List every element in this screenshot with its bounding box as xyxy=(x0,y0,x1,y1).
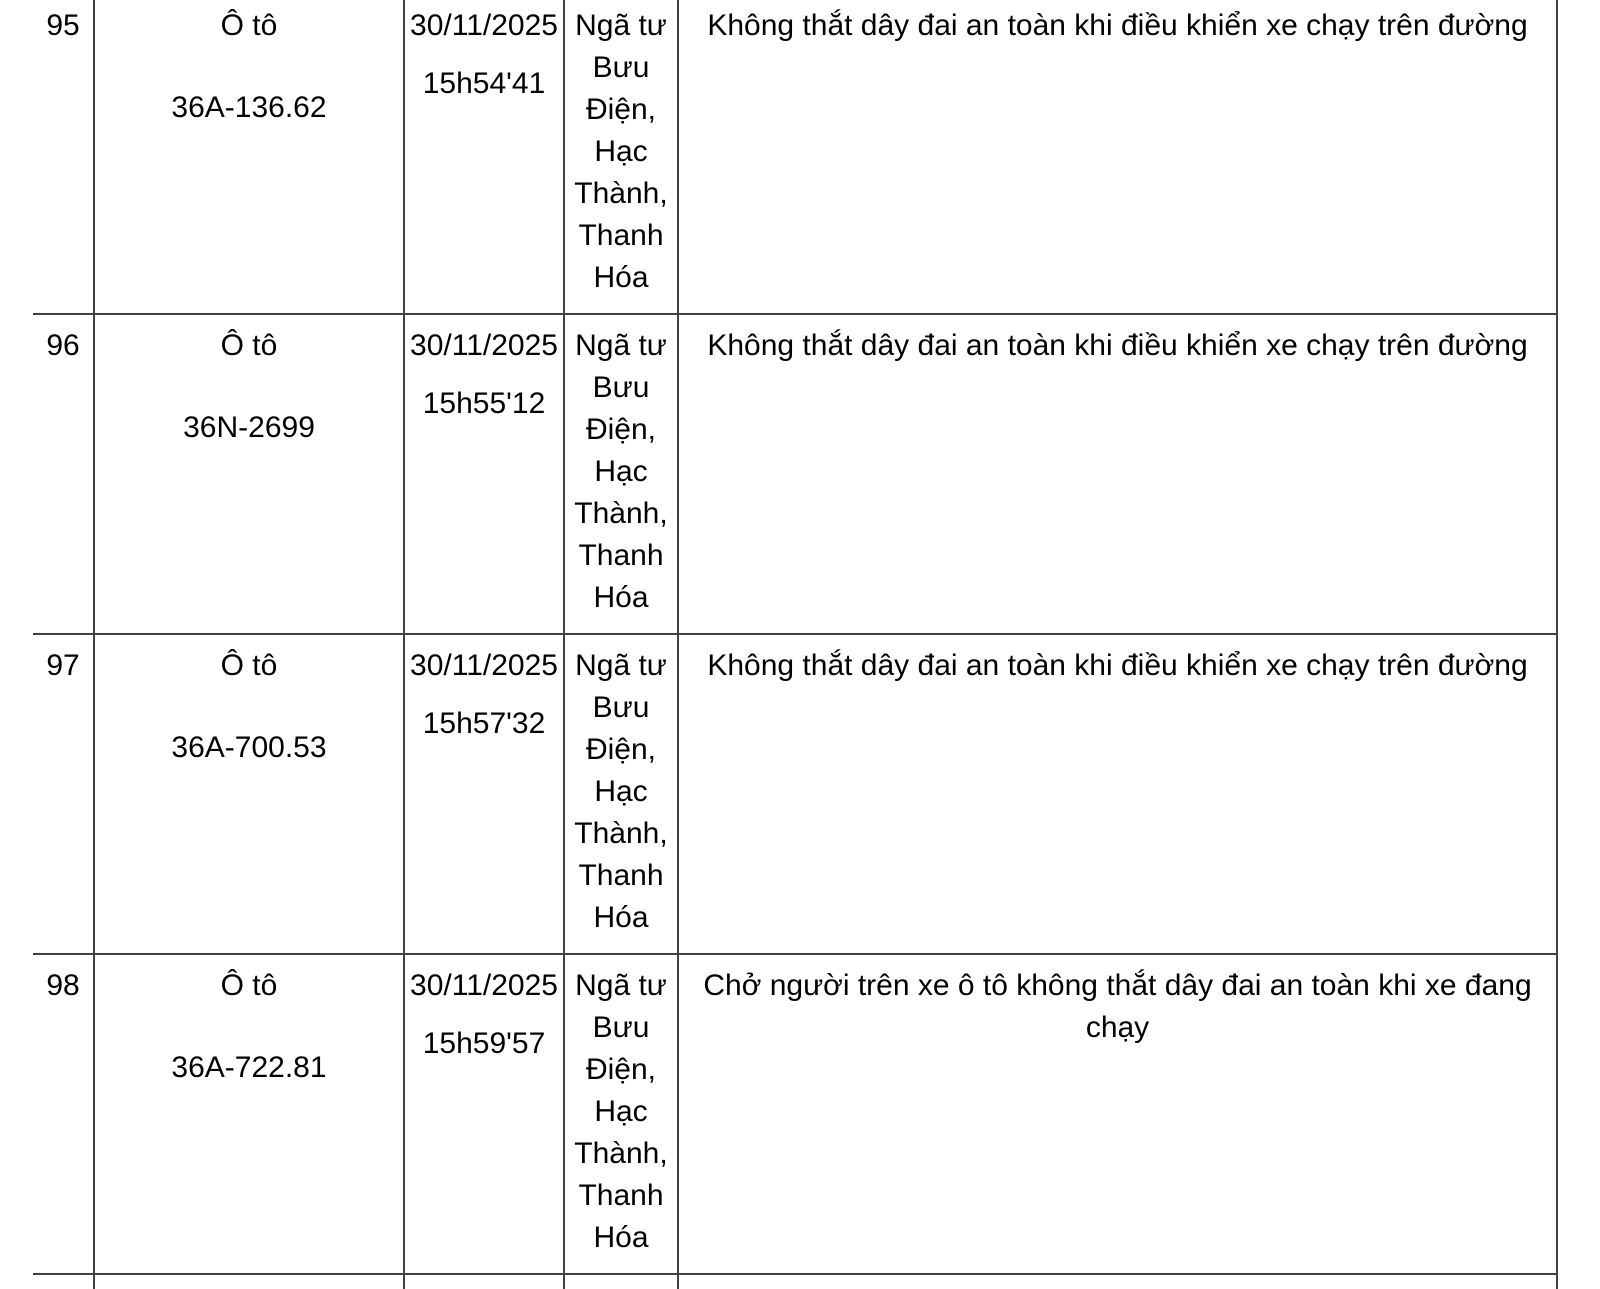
violation-date: 30/11/2025 xyxy=(410,329,558,362)
violation-text: Không thắt dây đai an toàn khi điều khiển xe chạy trên đường xyxy=(679,315,1558,635)
violation-text: Chở người trên xe ô tô không thắt dây đai an toàn khi xe đang chạy xyxy=(679,955,1558,1275)
cell-vehicle xyxy=(95,635,405,955)
vehicle-plate: 36A-700.53 xyxy=(171,731,327,764)
cell-datetime xyxy=(405,635,565,955)
vehicle-type: Ô tô xyxy=(220,649,278,682)
cell-vehicle xyxy=(95,0,405,315)
cell-empty xyxy=(405,1275,565,1289)
violation-time: 15h55'12 xyxy=(422,387,546,420)
row-number: 98 xyxy=(33,955,95,1275)
vehicle-type: Ô tô xyxy=(220,969,278,1002)
violation-table xyxy=(33,0,1558,1289)
row-number: 95 xyxy=(33,0,95,315)
cell-empty xyxy=(33,1275,95,1289)
vehicle-plate: 36N-2699 xyxy=(183,411,315,444)
violation-text: Không thắt dây đai an toàn khi điều khiển xe chạy trên đường xyxy=(679,635,1558,955)
violation-text: Không thắt dây đai an toàn khi điều khiển xe chạy trên đường xyxy=(679,0,1558,315)
row-number: 96 xyxy=(33,315,95,635)
vehicle-type: Ô tô xyxy=(220,9,278,42)
cell-empty xyxy=(95,1275,405,1289)
cell-vehicle xyxy=(95,955,405,1275)
vehicle-plate: 36A-136.62 xyxy=(171,91,327,124)
cell-vehicle xyxy=(95,315,405,635)
violation-time: 15h54'41 xyxy=(422,67,546,100)
violation-time: 15h57'32 xyxy=(422,707,546,740)
location-text: Ngã tư Bưu Điện, Hạc Thành, Thanh Hóa xyxy=(565,955,679,1275)
cell-empty xyxy=(565,1275,679,1289)
location-text: Ngã tư Bưu Điện, Hạc Thành, Thanh Hóa xyxy=(565,0,679,315)
violation-date: 30/11/2025 xyxy=(410,969,558,1002)
row-number: 97 xyxy=(33,635,95,955)
vehicle-type: Ô tô xyxy=(220,329,278,362)
violation-date: 30/11/2025 xyxy=(410,649,558,682)
cell-datetime xyxy=(405,315,565,635)
cell-empty xyxy=(679,1275,1558,1289)
violation-time: 15h59'57 xyxy=(422,1027,546,1060)
cell-datetime xyxy=(405,955,565,1275)
violation-date: 30/11/2025 xyxy=(410,9,558,42)
cell-datetime xyxy=(405,0,565,315)
location-text: Ngã tư Bưu Điện, Hạc Thành, Thanh Hóa xyxy=(565,315,679,635)
location-text: Ngã tư Bưu Điện, Hạc Thành, Thanh Hóa xyxy=(565,635,679,955)
vehicle-plate: 36A-722.81 xyxy=(171,1051,327,1084)
